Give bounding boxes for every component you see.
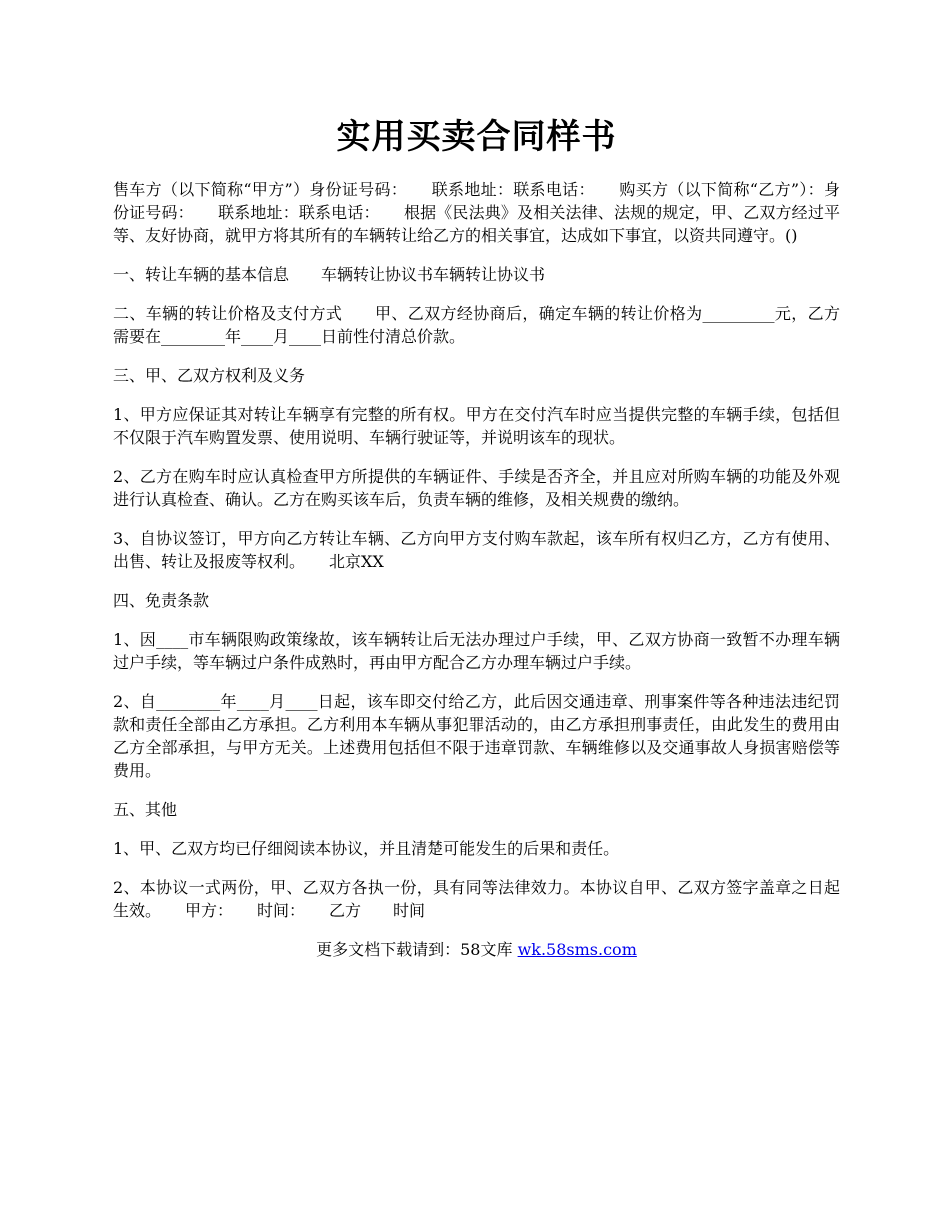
document-title: 实用买卖合同样书 bbox=[336, 117, 617, 157]
footer bbox=[113, 938, 840, 961]
section-heading-3: 三、甲、乙双方权利及义务 bbox=[113, 366, 306, 385]
section-heading-1: 一、转让车辆的基本信息 车辆转让协议书车辆转让协议书 bbox=[113, 265, 546, 284]
clause-4-1: 1、因____市车辆限购政策缘故，该车辆转让后无法办理过户手续，甲、乙双方协商一致暂不办理车辆过户手续，等车辆过户条件成熟时，再由甲方配合乙方办理车辆过户手续。 bbox=[113, 630, 840, 672]
clause-5-2: 2、本协议一式两份，甲、乙双方各执一份，具有同等法律效力。本协议自甲、乙双方签字盖章之日起生效。 甲方： 时间： 乙方 时间 bbox=[113, 878, 840, 920]
section-heading-2: 二、车辆的转让价格及支付方式 甲、乙双方经协商后，确定车辆的转让价格为_________元，乙方需要在________年____月____日前性付清总价款。 bbox=[113, 304, 840, 346]
clause-3-3: 3、自协议签订，甲方向乙方转让车辆、乙方向甲方支付购车款起，该车所有权归乙方，乙方有使用、出售、转让及报废等权利。 北京XX bbox=[113, 529, 840, 571]
footer-link[interactable]: wk.58sms.com bbox=[517, 940, 637, 959]
footer-prefix: 更多文档下载请到：58文库 bbox=[316, 940, 518, 959]
clause-4-2: 2、自________年____月____日起，该车即交付给乙方，此后因交通违章、刑事案件等各种违法违纪罚款和责任全部由乙方承担。乙方利用本车辆从事犯罪活动的，由乙方承担刑事责任，由此发生的费用由乙方全部承担，与甲方无关。上述费用包括但不限于违章罚款、车辆维修以及交通事故人身损害赔偿等费用。 bbox=[113, 692, 840, 780]
paragraph-preamble: 售车方（以下简称“甲方”）身份证号码： 联系地址：联系电话： 购买方（以下简称“乙方”）：身份证号码： 联系地址：联系电话： 根据《民法典》及相关法律、法规的规定，甲、乙双方经过平等、友好协商，就甲方将其所有的车辆转让给乙方的相关事宜，达成如下事宜，以资共同遵守。() bbox=[113, 180, 840, 245]
clause-3-1: 1、甲方应保证其对转让车辆享有完整的所有权。甲方在交付汽车时应当提供完整的车辆手续，包括但不仅限于汽车购置发票、使用说明、车辆行驶证等，并说明该车的现状。 bbox=[113, 405, 840, 447]
document-page bbox=[113, 110, 840, 961]
section-heading-5: 五、其他 bbox=[113, 800, 178, 819]
clause-5-1: 1、甲、乙双方均已仔细阅读本协议，并且清楚可能发生的后果和责任。 bbox=[113, 839, 620, 858]
clause-3-2: 2、乙方在购车时应认真检查甲方所提供的车辆证件、手续是否齐全，并且应对所购车辆的功能及外观进行认真检查、确认。乙方在购买该车后，负责车辆的维修，及相关规费的缴纳。 bbox=[113, 467, 840, 509]
section-heading-4: 四、免责条款 bbox=[113, 591, 210, 610]
